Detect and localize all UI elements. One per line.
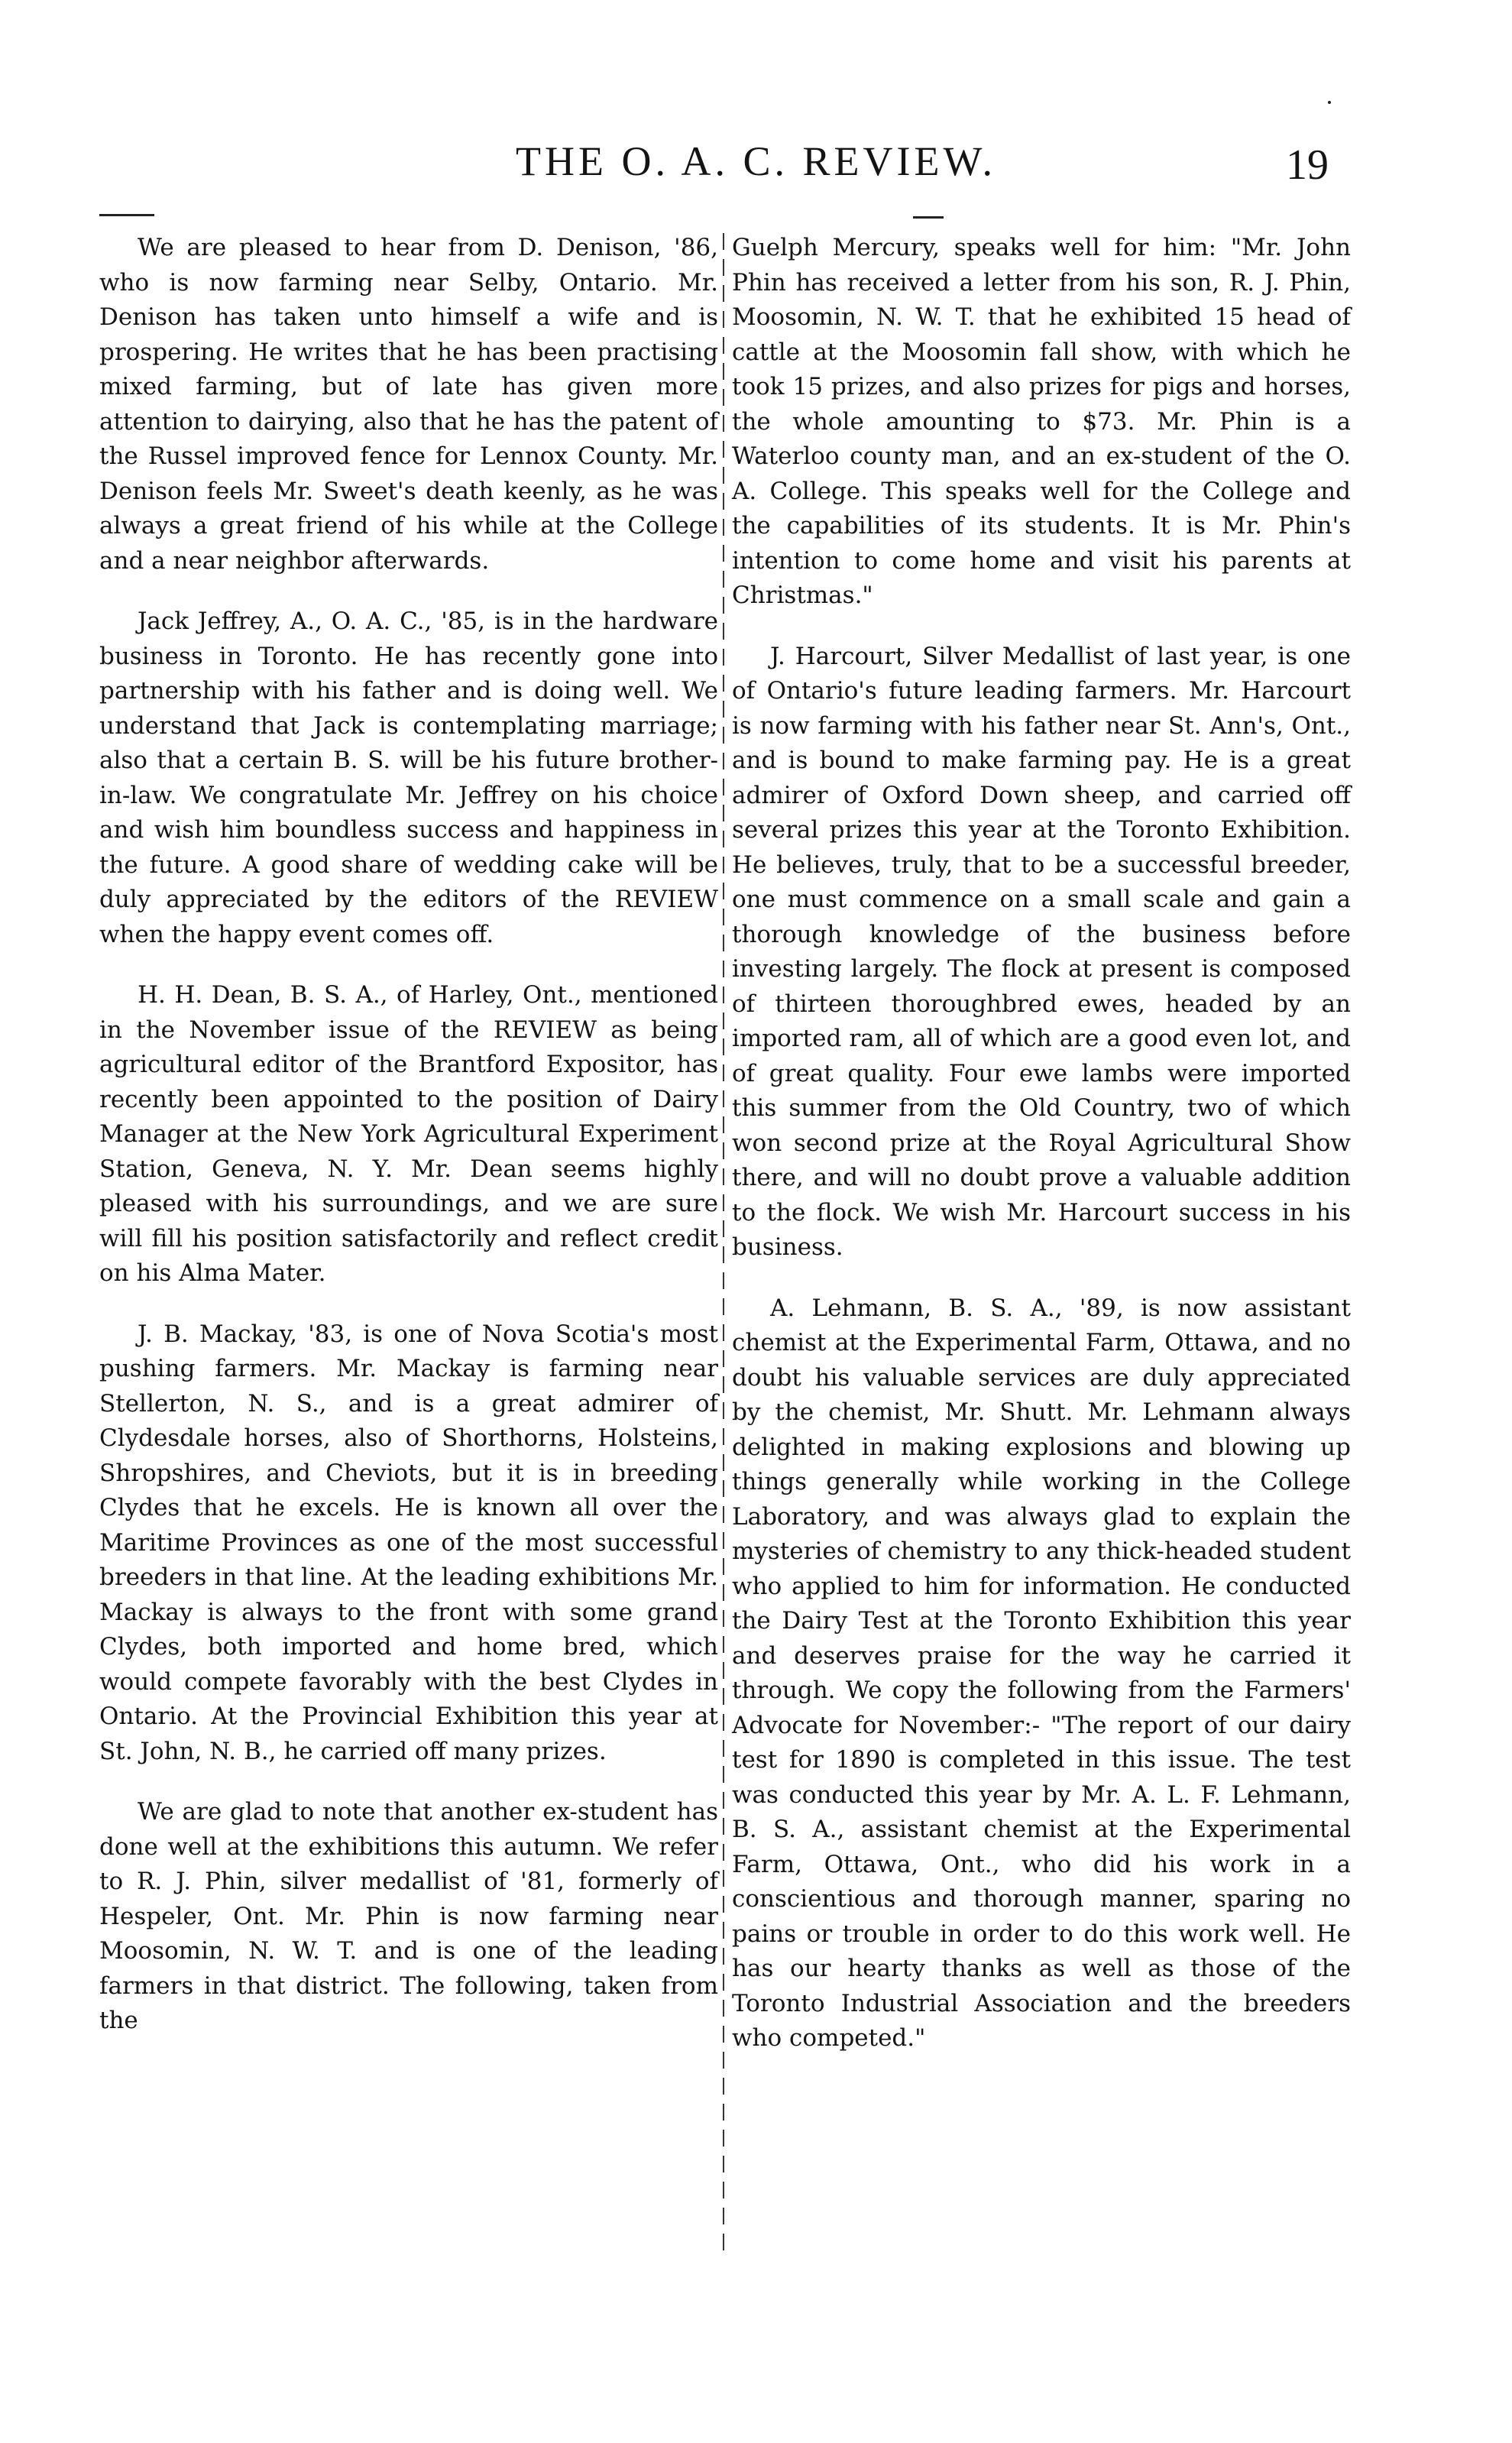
- page-number: 19: [1286, 141, 1329, 189]
- right-column: [732, 231, 1351, 2082]
- print-speck: [1328, 101, 1331, 104]
- paragraph-jeffrey: Jack Jeffrey, A., O. A. C., '85, is in the hardware business in Toronto. He has recently gone into partnership with his father and is doing well. We understand that Jack is contemplating marriage; also that a certain B. S. will be his future brother-in-law. We congratulate Mr. Jeffrey on his choice and wish him boundless success and happiness in the future. A good share of wedding cake will be duly appreciated by the editors of the REVIEW when the happy event comes off.: [99, 608, 718, 948]
- header-rule-left: [99, 214, 154, 216]
- paragraph-lehmann: A. Lehmann, B. S. A., '89, is now assistant chemist at the Experimental Farm, Ottawa, and no doubt his valuable services are duly appreciated by the chemist, Mr. Shutt. Mr. Lehmann always delighted in making explosions and blowing up things generally while working in the College Laboratory, and was always glad to explain the mysteries of chemistry to any thick-headed student who applied to him for information. He conducted the Dairy Test at the Toronto Exhibition this year and deserves praise for the way he carried it through. We copy the following from the Farmers' Advocate for November:- "The report of our dairy test for 1890 is completed in this issue. The test was conducted this year by Mr. A. L. F. Lehmann, B. S. A., assistant chemist at the Experimental Farm, Ottawa, Ont., who did his work in a conscientious and thorough manner, sparing no pains or trouble in order to do this work well. He has our hearty thanks as well as those of the Toronto Industrial Association and the breeders who competed.": [732, 1294, 1351, 2052]
- page-header: [0, 138, 1512, 206]
- paragraph-phin-continued: Guelph Mercury, speaks well for him: "Mr. John Phin has received a letter from his son, R. J. Phin, Moosomin, N. W. T. that he exhibited 15 head of cattle at the Moosomin fall show, with which he took 15 prizes, and also prizes for pigs and horses, the whole amounting to $73. Mr. Phin is a Waterloo county man, and an ex-student of the O. A. College. This speaks well for the College and the capabilities of its students. It is Mr. Phin's intention to come home and visit his parents at Christmas.": [732, 234, 1351, 609]
- column-divider: [723, 233, 724, 2250]
- paragraph-harcourt: J. Harcourt, Silver Medallist of last year, is one of Ontario's future leading farmers. Mr. Harcourt is now farming with his father near St. Ann's, Ont., and is bound to make farming pay. He is a great admirer of Oxford Down sheep, and carried off several prizes this year at the Toronto Exhibition. He believes, truly, that to be a successful breeder, one must commence on a small scale and gain a thorough knowledge of the business before investing largely. The flock at present is composed of thirteen thoroughbred ewes, headed by an imported ram, all of which are a good even lot, and of great quality. Four ewe lambs were imported this summer from the Old Country, two of which won second prize at the Royal Agricultural Show there, and will no doubt prove a valuable addition to the flock. We wish Mr. Harcourt success in his business.: [732, 642, 1351, 1261]
- paragraph-mackay: J. B. Mackay, '83, is one of Nova Scotia's most pushing farmers. Mr. Mackay is farming near Stellerton, N. S., and is a great admirer of Clydesdale horses, also of Shorthorns, Holsteins, Shropshires, and Cheviots, but it is in breeding Clydes that he excels. He is known all over the Maritime Provinces as one of the most successful breeders in that line. At the leading exhibitions Mr. Mackay is always to the front with some grand Clydes, both imported and home bred, which would compete favorably with the best Clydes in Ontario. At the Provincial Exhibition this year at St. John, N. B., he carried off many prizes.: [99, 1320, 718, 1765]
- header-rule-center: [913, 216, 944, 219]
- running-title: THE O. A. C. REVIEW.: [516, 138, 996, 184]
- left-column: [99, 231, 718, 2065]
- paragraph-dean: H. H. Dean, B. S. A., of Harley, Ont., mentioned in the November issue of the REVIEW as being agricultural editor of the Brantford Expositor, has recently been appointed to the position of Dairy Manager at the New York Agricultural Experiment Station, Geneva, N. Y. Mr. Dean seems highly pleased with his surroundings, and we are sure will fill his position satisfactorily and reflect credit on his Alma Mater.: [99, 981, 718, 1287]
- paragraph-denison: We are pleased to hear from D. Denison, '86, who is now farming near Selby, Ontario. Mr. Denison has taken unto himself a wife and is prospering. He writes that he has been practising mixed farming, but of late has given more attention to dairying, also that he has the patent of the Russel improved fence for Lennox County. Mr. Denison feels Mr. Sweet's death keenly, as he was always a great friend of his while at the College and a near neighbor afterwards.: [99, 234, 718, 575]
- paragraph-phin: We are glad to note that another ex-student has done well at the exhibitions this autumn. We refer to R. J. Phin, silver medallist of '81, formerly of Hespeler, Ont. Mr. Phin is now farming near Moosomin, N. W. T. and is one of the leading farmers in that district. The following, taken from the: [99, 1798, 718, 2034]
